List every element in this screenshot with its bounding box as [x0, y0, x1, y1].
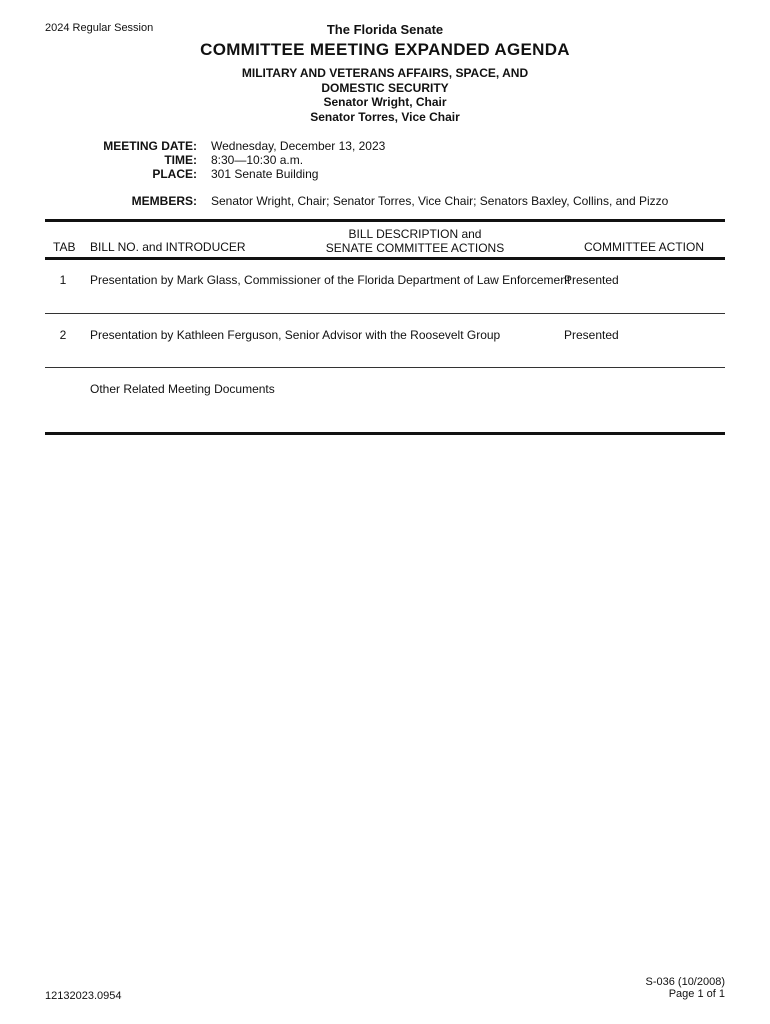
row-2-action: Presented [564, 328, 619, 342]
header-committee-action: COMMITTEE ACTION [584, 240, 704, 254]
members-value: Senator Wright, Chair; Senator Torres, Vice Chair; Senators Baxley, Collins, and Pizzo [211, 194, 669, 208]
members-label: MEMBERS: [131, 194, 197, 208]
table-bottom-rule [45, 432, 725, 435]
header-bottom-rule [45, 257, 725, 260]
footer-right [545, 976, 725, 1000]
meeting-place-value: 301 Senate Building [211, 167, 319, 181]
row-2-divider [45, 367, 725, 368]
page-info: Page 1 of 1 [668, 988, 725, 1000]
doc-code: 12132023.0954 [45, 990, 122, 1002]
meeting-date-value: Wednesday, December 13, 2023 [211, 139, 386, 153]
row-1-divider [45, 313, 725, 314]
agenda-title: COMMITTEE MEETING EXPANDED AGENDA [200, 40, 570, 59]
header-description-line-2: SENATE COMMITTEE ACTIONS [325, 241, 505, 255]
row-2-description: Presentation by Kathleen Ferguson, Senior Advisor with the Roosevelt Group [90, 328, 501, 342]
header-bill-description [280, 227, 550, 255]
form-number: S-036 (10/2008) [645, 976, 725, 988]
meeting-place-label: PLACE: [152, 167, 197, 181]
meeting-time-value: 8:30—10:30 a.m. [211, 153, 304, 167]
table-top-rule [45, 219, 725, 222]
other-documents-link: Other Related Meeting Documents [90, 382, 275, 396]
committee-name-line-2: DOMESTIC SECURITY [321, 80, 449, 95]
meeting-date-label: MEETING DATE: [103, 139, 197, 153]
header-bill-introducer: BILL NO. and INTRODUCER [90, 240, 246, 254]
committee-vice-chair: Senator Torres, Vice Chair [310, 109, 460, 124]
header-description-line-1: BILL DESCRIPTION and [348, 227, 482, 241]
row-1-description: Presentation by Mark Glass, Commissioner of the Florida Department of Law Enforcement [90, 273, 571, 287]
committee-chair: Senator Wright, Chair [323, 95, 447, 109]
committee-info [0, 66, 770, 124]
row-1-action: Presented [564, 273, 619, 287]
row-2-tab: 2 [59, 328, 67, 342]
session-label: 2024 Regular Session [45, 22, 154, 34]
meeting-time-label: TIME: [164, 153, 197, 167]
header-tab: TAB [53, 240, 76, 254]
senate-name: The Florida Senate [326, 22, 444, 37]
committee-name-line-1: MILITARY AND VETERANS AFFAIRS, SPACE, AND [241, 66, 529, 80]
row-1-tab: 1 [59, 273, 67, 287]
